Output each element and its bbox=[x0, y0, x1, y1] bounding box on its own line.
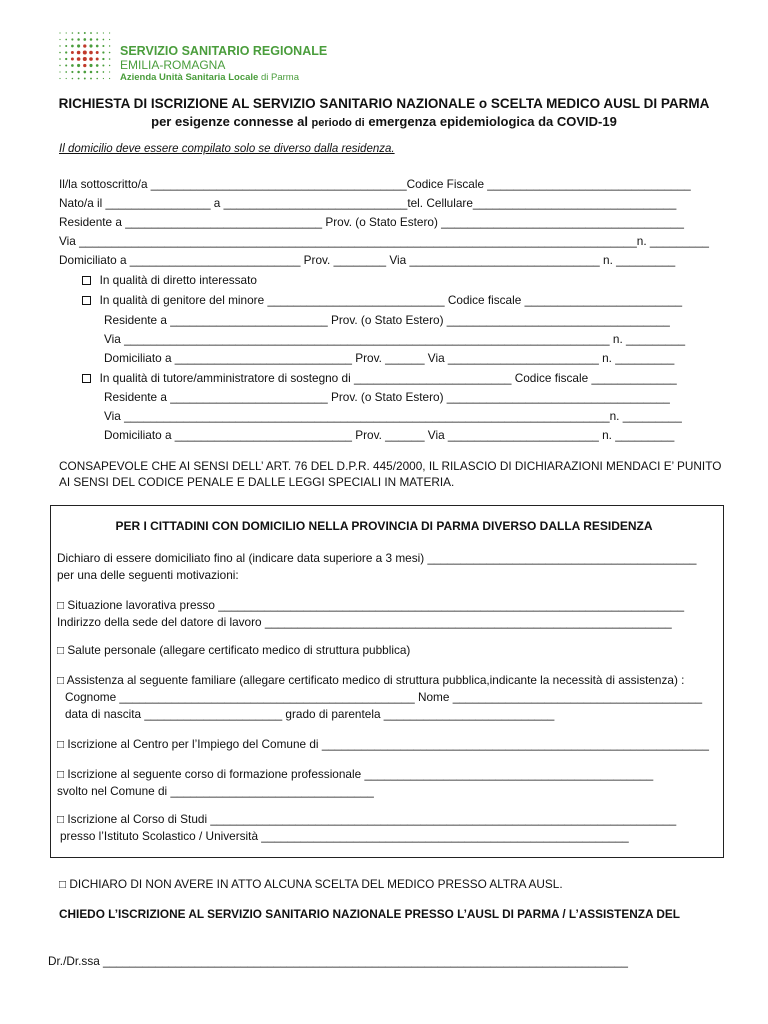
work-option[interactable]: □ Situazione lavorativa presso _______________________________________________________________________ bbox=[57, 598, 685, 612]
course-city-field[interactable]: svolto nel Comune di _______________________________ bbox=[57, 784, 374, 798]
domicile-field[interactable]: Domiciliato a __________________________ Prov. ________ Via _____________________________ n. _________ bbox=[59, 253, 676, 267]
family-name-field[interactable]: Cognome _____________________________________________ Nome ______________________________________ bbox=[65, 690, 703, 704]
checkbox-tutor[interactable] bbox=[82, 374, 91, 383]
health-option[interactable]: □ Salute personale (allegare certificato medico di struttura pubblica) bbox=[57, 643, 411, 657]
tutor-street-field[interactable]: Via __________________________________________________________________________n. _________ bbox=[104, 409, 682, 423]
logo-line-2: EMILIA-ROMAGNA bbox=[120, 58, 226, 72]
form-subtitle: per esigenze connesse al periodo di emergenza epidemiologica da COVID-19 bbox=[151, 114, 617, 129]
parent-residence-field[interactable]: Residente a ________________________ Prov. (o Stato Estero) __________________________________ bbox=[104, 313, 670, 327]
tutor-domicile-field[interactable]: Domiciliato a ___________________________ Prov. ______ Via _______________________ n. _________ bbox=[104, 428, 675, 442]
course-option[interactable]: □ Iscrizione al seguente corso di formazione professionale ____________________________________________ bbox=[57, 767, 654, 781]
tutor-residence-field[interactable]: Residente a ________________________ Prov. (o Stato Estero) __________________________________ bbox=[104, 390, 670, 404]
declaration-line-1: CONSAPEVOLE CHE AI SENSI DELL’ ART. 76 DEL D.P.R. 445/2000, IL RILASCIO DI DICHIARAZIONI MENDACI E’ PUNITO bbox=[59, 459, 722, 473]
request-statement: CHIEDO L’ISCRIZIONE AL SERVIZIO SANITARIO NAZIONALE PRESSO L’AUSL DI PARMA / L’ASSISTENZA DEL bbox=[59, 907, 680, 921]
logo-line-1: SERVIZIO SANITARIO REGIONALE bbox=[120, 44, 328, 58]
doctor-name-field[interactable]: Dr./Dr.ssa ________________________________________________________________________________ bbox=[48, 954, 628, 968]
study-option[interactable]: □ Iscrizione al Corso di Studi _______________________________________________________________________ bbox=[57, 812, 677, 826]
checkbox-direct[interactable] bbox=[82, 276, 91, 285]
logo-line-3: Azienda Unità Sanitaria Locale di Parma bbox=[120, 72, 299, 83]
employment-center-option[interactable]: □ Iscrizione al Centro per l’Impiego del Comune di ___________________________________________________________ bbox=[57, 737, 709, 751]
family-birth-field[interactable]: data di nascita _____________________ grado di parentela __________________________ bbox=[65, 707, 555, 721]
box-title: PER I CITTADINI CON DOMICILIO NELLA PROVINCIA DI PARMA DIVERSO DALLA RESIDENZA bbox=[115, 519, 653, 533]
logo-dots-icon bbox=[57, 30, 113, 82]
school-field[interactable]: presso l’Istituto Scolastico / Università ________________________________________________________ bbox=[60, 829, 629, 843]
employer-address-field[interactable]: Indirizzo della sede del datore di lavoro ______________________________________________________________ bbox=[57, 615, 672, 629]
motivations-label: per una delle seguenti motivazioni: bbox=[57, 568, 239, 582]
parent-domicile-field[interactable]: Domiciliato a ___________________________ Prov. ______ Via _______________________ n. _________ bbox=[104, 351, 675, 365]
street-field[interactable]: Via _____________________________________________________________________________________n. _________ bbox=[59, 234, 709, 248]
declaration-line-2: AI SENSI DEL CODICE PENALE E DALLE LEGGI SPECIALI IN MATERIA. bbox=[59, 475, 455, 489]
domicile-until-field[interactable]: Dichiaro di essere domiciliato fino al (indicare data superiore a 3 mesi) _________________________________________ bbox=[57, 551, 697, 565]
birth-phone-field[interactable]: Nato/a il ________________ a ____________________________tel. Cellulare_______________________________ bbox=[59, 196, 677, 210]
option-tutor[interactable]: In qualità di tutore/amministratore di sostegno di ________________________ Codice fiscale _____________ bbox=[82, 371, 677, 385]
no-other-doctor-option[interactable]: □ DICHIARO DI NON AVERE IN ATTO ALCUNA SCELTA DEL MEDICO PRESSO ALTRA AUSL. bbox=[59, 877, 563, 891]
assistance-option[interactable]: □ Assistenza al seguente familiare (allegare certificato medico di struttura pubblica,indicante la necessità di assistenza) : bbox=[57, 673, 685, 687]
name-fiscal-code-field[interactable]: Il/la sottoscritto/a _______________________________________Codice Fiscale _______________________________ bbox=[59, 177, 691, 191]
residence-field[interactable]: Residente a ______________________________ Prov. (o Stato Estero) _____________________________________ bbox=[59, 215, 684, 229]
parent-street-field[interactable]: Via __________________________________________________________________________ n. _________ bbox=[104, 332, 686, 346]
checkbox-parent[interactable] bbox=[82, 296, 91, 305]
option-parent[interactable]: In qualità di genitore del minore ___________________________ Codice fiscale ________________________ bbox=[82, 293, 682, 307]
domicile-note: Il domicilio deve essere compilato solo se diverso dalla residenza. bbox=[59, 143, 395, 155]
option-direct[interactable]: In qualità di diretto interessato bbox=[82, 273, 257, 287]
form-title: RICHIESTA DI ISCRIZIONE AL SERVIZIO SANITARIO NAZIONALE o SCELTA MEDICO AUSL DI PARMA bbox=[58, 96, 710, 111]
